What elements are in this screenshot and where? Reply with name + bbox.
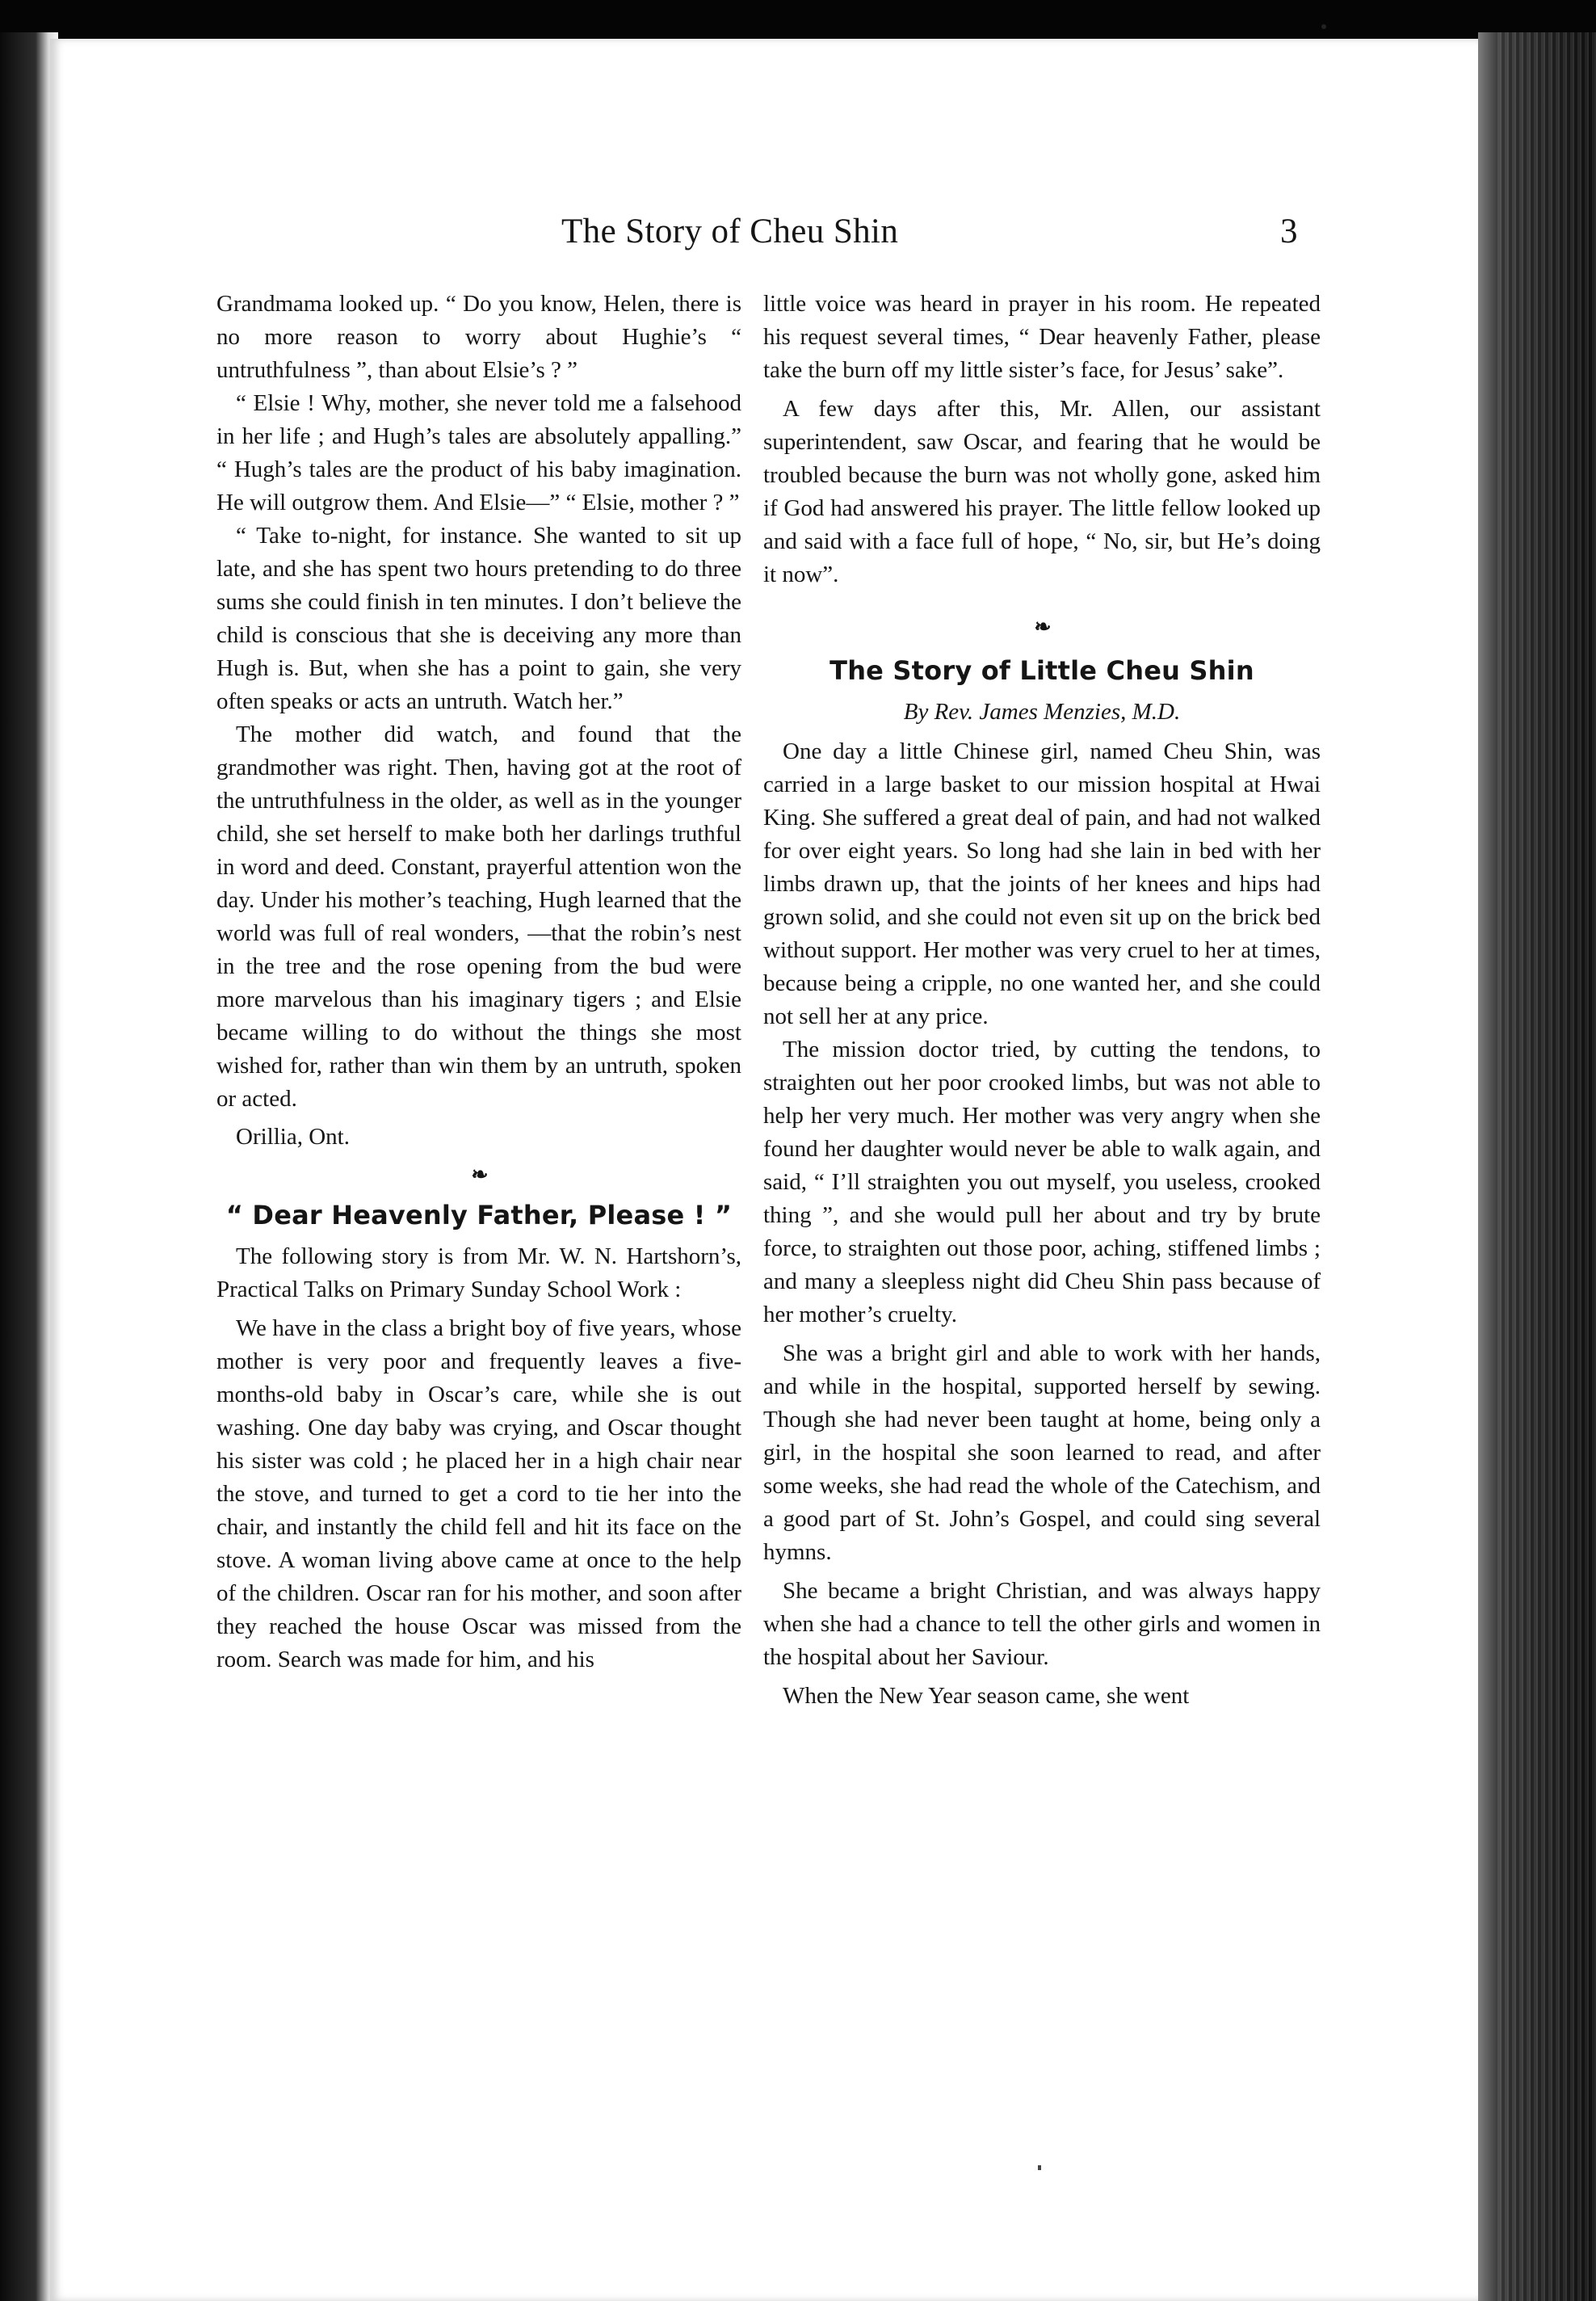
scan-speck — [1038, 2165, 1041, 2170]
paragraph: A few days after this, Mr. Allen, our assistant superintendent, saw Oscar, and fearing that he would be troubled because the burn was not wholly gone, asked him if God had answered his prayer. The little fellow looked up and said with a face full of hope, “ No, sir, but He’s doing it now”. — [763, 396, 1321, 587]
section-heading: “ Dear Heavenly Father, Please ! ” — [225, 1200, 733, 1230]
scan-speck — [1321, 24, 1326, 29]
byline: By Rev. James Menzies, M.D. — [903, 699, 1181, 725]
paragraph: The mother did watch, and found that the grandmother was right. Then, having got at the root of the untruthfulness in the older, as well as in the younger child, she set herself to make both her darlings truthful in word and deed. Constant, prayerful attention won the day. Under his mother’s teaching, Hugh learned that the world was full of real wonders, —that the robin’s nest in the tree and the rose opening from the bud were more marvelous than his imaginary tigers ; and Elsie became willing to do without the things she most wished for, rather than win them by an untruth, spoken or acted. — [216, 721, 741, 1112]
paragraph: She was a bright girl and able to work with her hands, and while in the hospital, supported herself by sewing. Though she had never been taught at home, being only a girl, in the hospital she soon learned to read, and after some weeks, she had read the whole of the Catechism, and a good part of St. John’s Gospel, and could sing several hymns. — [763, 1340, 1321, 1565]
paragraph: “ Take to-night, for instance. She wanted to sit up late, and she has spent two hours pretending to do three sums she could finish in ten minutes. I don’t believe the child is conscious that she is deceiving any more than Hugh is. But, when she has a point to gain, she very often speaks or acts an untruth. Watch her.” — [216, 523, 741, 714]
right-column — [763, 288, 1321, 1713]
paragraph: The following story is from Mr. W. N. Hartshorn’s, Practical Talks on Primary Sunday School Work : — [216, 1243, 741, 1302]
paragraph: Grandmama looked up. “ Do you know, Helen, there is no more reason to worry about Hughie’s “ untruthfulness ”, than about Elsie’s ? ” — [216, 291, 741, 383]
paragraph: little voice was heard in prayer in his room. He repeated his request several times, “ Dear heavenly Father, please take the burn off my little sister’s face, for Jesus’ sake”. — [763, 291, 1321, 383]
section-heading: The Story of Little Cheu Shin — [830, 655, 1254, 686]
paragraph: She became a bright Christian, and was always happy when she had a chance to tell the other girls and women in the hospital about her Saviour. — [763, 1578, 1321, 1670]
paragraph: When the New Year season came, she went — [783, 1683, 1190, 1709]
place-line: Orillia, Ont. — [236, 1124, 350, 1150]
ornament-icon: ❧ — [471, 1164, 487, 1186]
paragraph: One day a little Chinese girl, named Cheu Shin, was carried in a large basket to our mission hospital at Hwai King. She suffered a great deal of pain, and had not walked for over eight years. So long had she lain in bed with her limbs drawn up, that the joints of her knees and hips had grown solid, and she could not even sit up on the brick bed without support. Her mother was very cruel to her at times, because being a cripple, no one wanted her, and she could not sell her at any price. — [763, 738, 1321, 1029]
paragraph: “ Elsie ! Why, mother, she never told me a falsehood in her life ; and Hugh’s tales are absolutely appalling.” “ Hugh’s tales are the product of his baby imagination. He will outgrow them. And Elsie—” “ Elsie, mother ? ” — [216, 390, 741, 515]
ornament-icon: ❧ — [1034, 616, 1050, 638]
scan-border-top — [0, 0, 1596, 42]
page-number: 3 — [1280, 212, 1298, 250]
paragraph: We have in the class a bright boy of five years, whose mother is very poor and frequently leaves a five-months-old baby in Oscar’s care, while she is out washing. One day baby was crying, and Oscar thought his sister was cold ; he placed her in a high chair near the stove, and turned to get a cord to tie her into the chair, and instantly the child fell and hit its face on the stove. A woman living above came at once to the help of the children. Oscar ran for his mother, and soon after they reached the house Oscar was missed from the room. Search was made for him, and his — [216, 1315, 741, 1672]
paragraph: The mission doctor tried, by cutting the tendons, to straighten out her poor crooked limbs, but was not able to help her very much. Her mother was very angry when she found her daughter would never be able to walk again, and said, “ I’ll straighten you out myself, you useless, crooked thing ”, and she would pull her about and try by brute force, to straighten out those poor, aching, stiffened limbs ; and many a sleepless night did Cheu Shin pass because of her mother’s cruelty. — [763, 1037, 1321, 1327]
left-column — [216, 288, 741, 1676]
running-title: The Story of Cheu Shin — [561, 212, 899, 250]
page-edges — [1478, 32, 1596, 2301]
